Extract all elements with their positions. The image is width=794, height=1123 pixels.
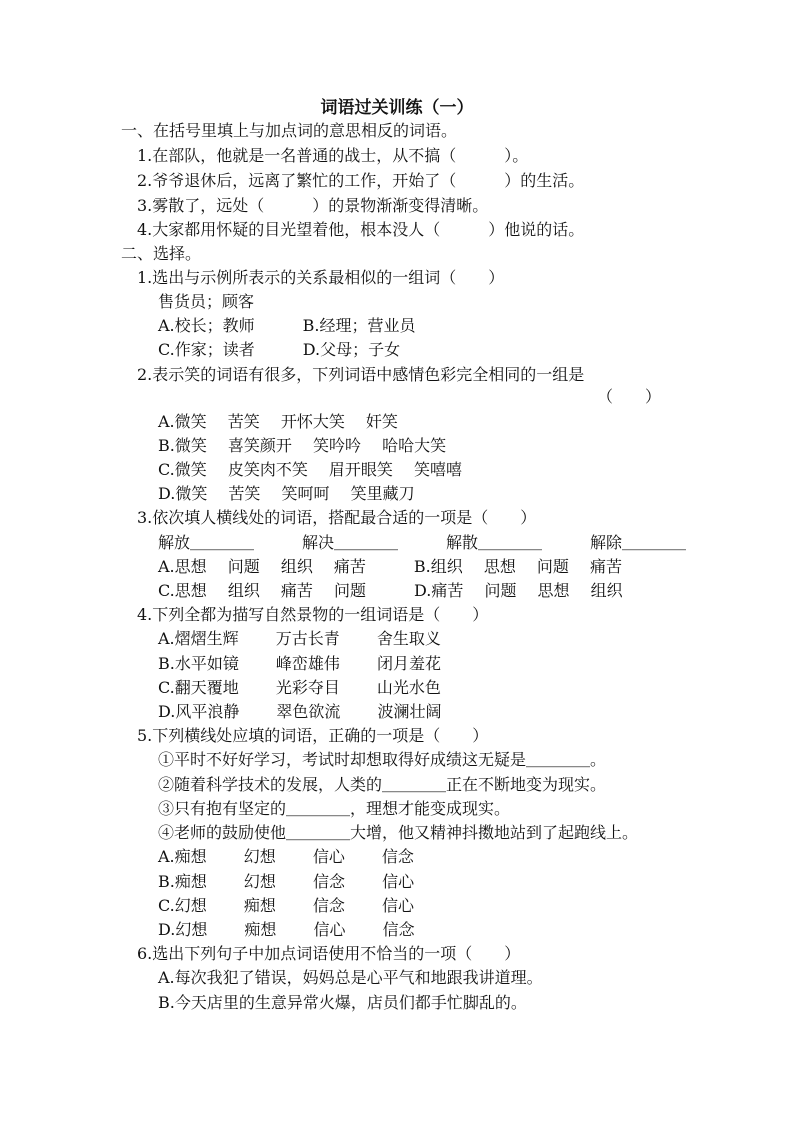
question-option: A.痴想 幻想 信心 信念 [158, 847, 414, 866]
question-option: B.痴想 幻想 信念 信心 [158, 872, 415, 891]
question-stem: 1.选出与示例所表示的关系最相似的一组词（ ） [137, 268, 505, 287]
fill-blank-row: 解放＿＿＿＿ 解决＿＿＿＿ 解散＿＿＿＿ 解除＿＿＿＿ [158, 533, 687, 552]
section2-heading: 二、选择。 [121, 244, 202, 263]
question-stem: 6.选出下列句子中加点词语使用不恰当的一项（ ） [137, 944, 521, 963]
question-option: A.校长；教师 B.经理；营业员 [158, 316, 416, 335]
question-stem: 5.下列横线处应填的词语，正确的一项是（ ） [137, 726, 489, 745]
question-option: B.水平如镜 峰峦雄伟 闭月羞花 [158, 654, 442, 673]
question-option: C.微笑 皮笑肉不笑 眉开眼笑 笑嘻嘻 [158, 460, 463, 479]
question-stem: 3.依次填人横线处的词语，搭配最合适的一项是（ ） [137, 508, 537, 527]
worksheet-title: 词语过关训练（一） [320, 98, 474, 118]
question-option: C.作家；读者 D.父母；子女 [158, 340, 401, 359]
question-option: A.思想 问题 组织 痛苦 B.组织 思想 问题 痛苦 [158, 557, 623, 576]
section1-heading: 一、在括号里填上与加点词的意思相反的词语。 [121, 121, 458, 140]
question-option: B.微笑 喜笑颜开 笑吟吟 哈哈大笑 [158, 436, 447, 455]
fill-blank-sentence: ②随着科学技术的发展，人类的＿＿＿＿正在不断地变为现实。 [158, 775, 607, 794]
question-option: B.今天店里的生意异常火爆，店员们都手忙脚乱的。 [158, 993, 527, 1012]
question-option: D.微笑 苦笑 笑呵呵 笑里藏刀 [158, 484, 415, 503]
answer-paren: （ ） [597, 387, 662, 406]
question-option: A.熠熠生辉 万古长青 舍生取义 [158, 629, 441, 648]
question-option: C.翻天覆地 光彩夺目 山光水色 [158, 678, 441, 697]
question-option: A.每次我犯了错误，妈妈总是心平气和地跟我讲道理。 [158, 968, 543, 987]
question-option: D.风平浪静 翠色欲流 波澜壮阔 [158, 702, 442, 721]
question-option: A.微笑 苦笑 开怀大笑 奸笑 [158, 412, 398, 431]
section1-item: 1.在部队，他就是一名普通的战士，从不搞（ ）。 [137, 146, 529, 165]
fill-blank-sentence: ①平时不好好学习，考试时却想取得好成绩这无疑是＿＿＿＿。 [158, 750, 607, 769]
question-option: C.幻想 痴想 信念 信心 [158, 896, 415, 915]
question-stem: 2.表示笑的词语有很多，下列词语中感情色彩完全相同的一组是 [137, 365, 585, 384]
question-option: C.思想 组织 痛苦 问题 D.痛苦 问题 思想 组织 [158, 581, 623, 600]
question-example: 售货员；顾客 [158, 292, 255, 311]
section1-item: 4.大家都用怀疑的目光望着他，根本没人（ ）他说的话。 [137, 220, 585, 239]
fill-blank-sentence: ④老师的鼓励使他＿＿＿＿大增，他又精神抖擞地站到了起跑线上。 [158, 823, 639, 842]
fill-blank-sentence: ③只有抱有坚定的＿＿＿＿，理想才能变成现实。 [158, 799, 511, 818]
question-option: D.幻想 痴想 信心 信念 [158, 920, 415, 939]
section1-item: 3.雾散了，远处（ ）的景物渐渐变得清晰。 [137, 196, 489, 215]
section1-item: 2.爷爷退休后，远离了繁忙的工作，开始了（ ）的生活。 [137, 171, 585, 190]
question-stem: 4.下列全都为描写自然景物的一组词语是（ ） [137, 605, 489, 624]
